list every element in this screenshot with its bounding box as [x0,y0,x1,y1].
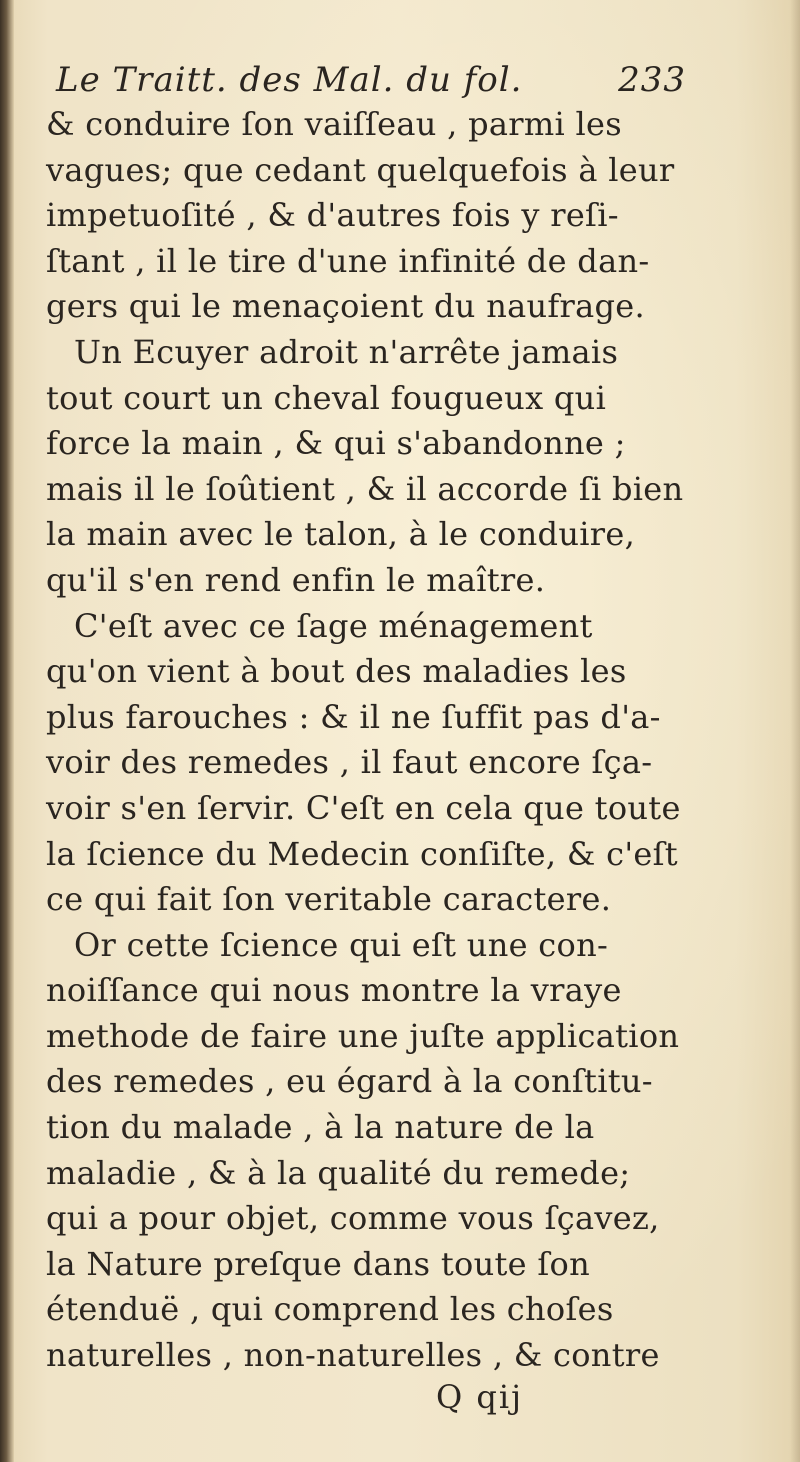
text-line: ſtant , il le tire d'une infinité de dan- [46,241,650,280]
text-line: voir des remedes , il faut encore ſça- [46,743,653,782]
signature-mark: Q qij [436,1378,524,1416]
text-line: qui a pour objet, comme vous ſçavez, [46,1199,660,1238]
page-edge [790,0,800,1462]
text-line: qu'on vient à bout des maladies les [46,652,627,691]
text-line: gers qui le menaçoient du naufrage. [46,287,645,326]
text-line: qu'il s'en rend enfin le maître. [46,560,546,599]
text-line: Or cette ſcience qui eſt une con- [74,925,609,964]
text-block [46,40,686,1379]
text-line: plus farouches : & il ne ſuffit pas d'a- [46,697,661,736]
text-line: impetuoſité , & d'autres fois y reſi- [46,196,619,235]
page-number: 233 [618,60,686,100]
text-line: tout court un cheval fougueux qui [46,378,607,417]
text-line: vagues; que cedant quelquefois à leur [46,150,675,189]
text-line: la ſcience du Medecin conſiſte, & c'eſt [46,834,678,873]
text-line: & conduire ſon vaiſſeau , parmi les [46,105,622,143]
text-line: mais il le ſoûtient , & il accorde ſi bien [46,469,684,508]
running-head-title: Le Traitt. des Mal. du fol. [56,60,523,100]
book-gutter [0,0,14,1462]
text-line: étenduë , qui comprend les choſes [46,1290,614,1329]
text-line: C'eſt avec ce ſage ménagement [74,606,593,645]
text-line: force la main , & qui s'abandonne ; [46,424,626,463]
text-line: tion du malade , à la nature de la [46,1108,595,1147]
text-line: des remedes , eu égard à la conſtitu- [46,1062,653,1101]
text-line: Un Ecuyer adroit n'arrête jamais [74,332,619,371]
text-line: ce qui fait ſon veritable caractere. [46,880,612,919]
text-line: voir s'en ſervir. C'eſt en cela que toute [46,788,681,827]
text-line: noiſſance qui nous montre la vraye [46,971,622,1010]
text-line: la main avec le talon, à le conduire, [46,515,636,554]
running-head [46,40,686,100]
text-line: naturelles , non-naturelles , & contre [46,1336,660,1375]
text-line: maladie , & à la qualité du remede; [46,1153,631,1192]
text-line: la Nature preſque dans toute ſon [46,1244,590,1283]
text-line: methode de faire une juſte application [46,1016,680,1055]
